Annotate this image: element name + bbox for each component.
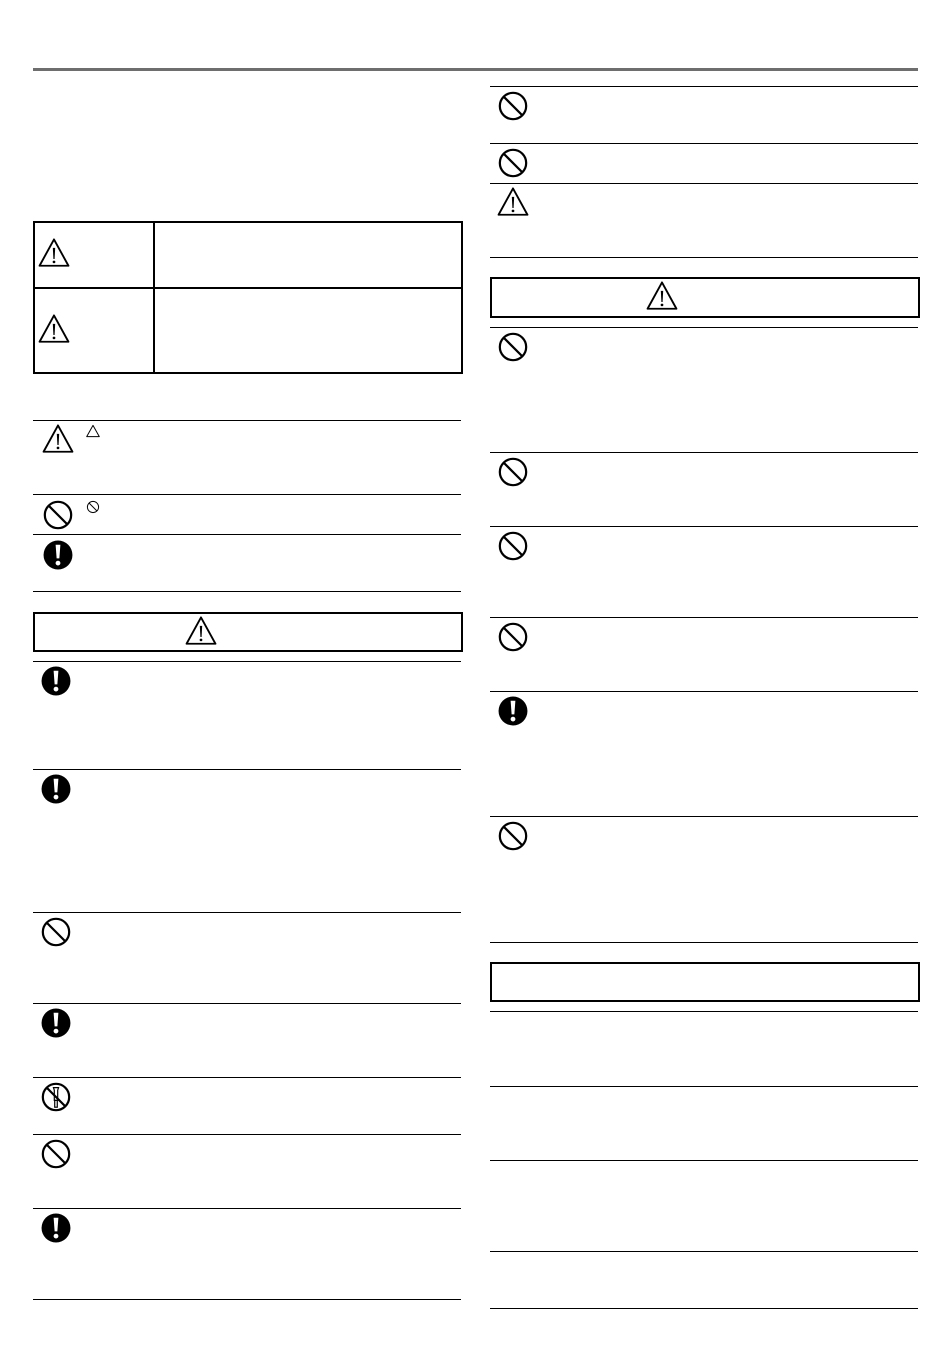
prohibited-icon: [496, 819, 530, 853]
warning-icon: [37, 236, 71, 270]
divider: [33, 769, 461, 770]
mandatory-icon: [39, 1006, 73, 1040]
divider: [490, 327, 918, 328]
divider: [33, 1134, 461, 1135]
mandatory-icon: [39, 664, 73, 698]
divider: [33, 1208, 461, 1209]
prohibited-icon: [496, 146, 530, 180]
divider: [490, 816, 918, 817]
caution-section-header: [490, 277, 920, 318]
header-rule: [33, 68, 918, 71]
notes-section-header: [490, 962, 920, 1002]
divider: [33, 1003, 461, 1004]
divider: [490, 691, 918, 692]
mandatory-icon: [39, 1211, 73, 1245]
prohibited-icon: [496, 620, 530, 654]
legend-table: [33, 221, 463, 374]
divider: [33, 591, 461, 592]
divider: [490, 1011, 918, 1012]
warning-icon: [496, 185, 530, 219]
divider: [33, 534, 461, 535]
divider: [33, 661, 461, 662]
divider: [490, 1086, 918, 1087]
prohibited-icon: [496, 89, 530, 123]
mandatory-icon: [39, 772, 73, 806]
divider: [490, 183, 918, 184]
divider: [33, 494, 461, 495]
legend-table-divider-horizontal: [35, 287, 461, 289]
prohibited-small-icon: [86, 500, 100, 514]
warning-icon: [41, 422, 75, 456]
divider: [490, 452, 918, 453]
divider: [490, 86, 918, 87]
divider: [490, 257, 918, 258]
divider: [490, 1308, 918, 1309]
prohibited-icon: [496, 529, 530, 563]
legend-table-divider-vertical: [153, 223, 155, 372]
warning-section-header: [33, 612, 463, 652]
divider: [490, 1251, 918, 1252]
prohibited-icon: [496, 330, 530, 364]
mandatory-icon: [41, 538, 75, 572]
divider: [490, 526, 918, 527]
warning-icon: [37, 312, 71, 346]
warning-icon: [645, 279, 679, 313]
divider: [490, 1160, 918, 1161]
warning-icon: [184, 614, 218, 648]
divider: [33, 1077, 461, 1078]
prohibited-icon: [496, 455, 530, 489]
prohibited-icon: [39, 1137, 73, 1171]
divider: [490, 143, 918, 144]
divider: [33, 1299, 461, 1300]
mandatory-icon: [496, 694, 530, 728]
divider: [490, 942, 918, 943]
divider: [33, 912, 461, 913]
divider: [33, 420, 461, 421]
divider: [490, 617, 918, 618]
warning-triangle-small-icon: [86, 424, 100, 438]
prohibited-icon: [39, 915, 73, 949]
prohibited-icon: [41, 498, 75, 532]
no-disassembly-icon: [39, 1080, 73, 1114]
